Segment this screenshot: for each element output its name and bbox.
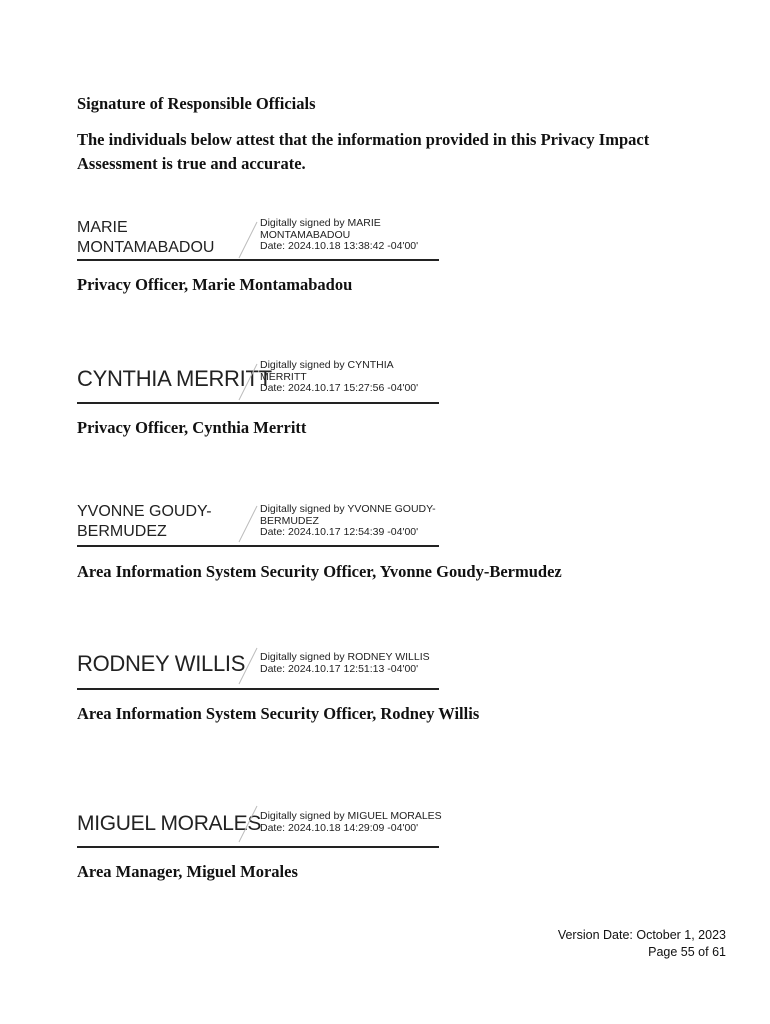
signer-name: RODNEY WILLIS bbox=[77, 651, 246, 676]
signature-flourish-icon bbox=[237, 504, 261, 544]
digital-signature-details: Digitally signed by RODNEY WILLIS Date: 2024.10.17 12:51:13 -04'00' bbox=[260, 651, 430, 675]
signature-flourish-icon bbox=[237, 646, 261, 686]
version-date: Version Date: October 1, 2023 bbox=[557, 928, 726, 942]
section-heading: Signature of Responsible Officials bbox=[77, 94, 316, 113]
signer-title: Area Information System Security Officer, Rodney Willis bbox=[77, 704, 480, 723]
signature-flourish-icon bbox=[237, 362, 261, 402]
attestation-text: The individuals below attest that the information provided in this Privacy Impact Assessment is true and accurate. bbox=[77, 130, 650, 173]
signer-name: MIGUEL MORALES bbox=[77, 812, 262, 835]
digital-signature-details: Digitally signed by MARIE MONTAMABADOU Date: 2024.10.18 13:38:42 -04'00' bbox=[260, 217, 419, 252]
signer-name: YVONNE GOUDY- BERMUDEZ bbox=[77, 503, 212, 540]
digital-signature-details: Digitally signed by MIGUEL MORALES Date: 2024.10.18 14:29:09 -04'00' bbox=[260, 810, 442, 834]
signer-name: MARIE MONTAMABADOU bbox=[77, 219, 215, 256]
signer-name: CYNTHIA MERRITT bbox=[77, 366, 272, 391]
signature-flourish-icon bbox=[237, 804, 261, 844]
signature-line bbox=[77, 402, 439, 404]
digital-signature-details: Digitally signed by YVONNE GOUDY- BERMUDEZ Date: 2024.10.17 12:54:39 -04'00' bbox=[260, 503, 436, 538]
digital-signature-details: Digitally signed by CYNTHIA MERRITT Date: 2024.10.17 15:27:56 -04'00' bbox=[260, 359, 419, 394]
signature-line bbox=[77, 545, 439, 547]
signer-title: Privacy Officer, Cynthia Merritt bbox=[77, 418, 307, 437]
signer-title: Privacy Officer, Marie Montamabadou bbox=[77, 275, 353, 294]
page-number: Page 55 of 61 bbox=[648, 945, 726, 959]
signature-line bbox=[77, 688, 439, 690]
signature-line bbox=[77, 259, 439, 261]
signer-title: Area Information System Security Officer, Yvonne Goudy-Bermudez bbox=[77, 562, 562, 581]
signature-flourish-icon bbox=[237, 220, 261, 260]
signer-title: Area Manager, Miguel Morales bbox=[77, 862, 298, 881]
signature-line bbox=[77, 846, 439, 848]
